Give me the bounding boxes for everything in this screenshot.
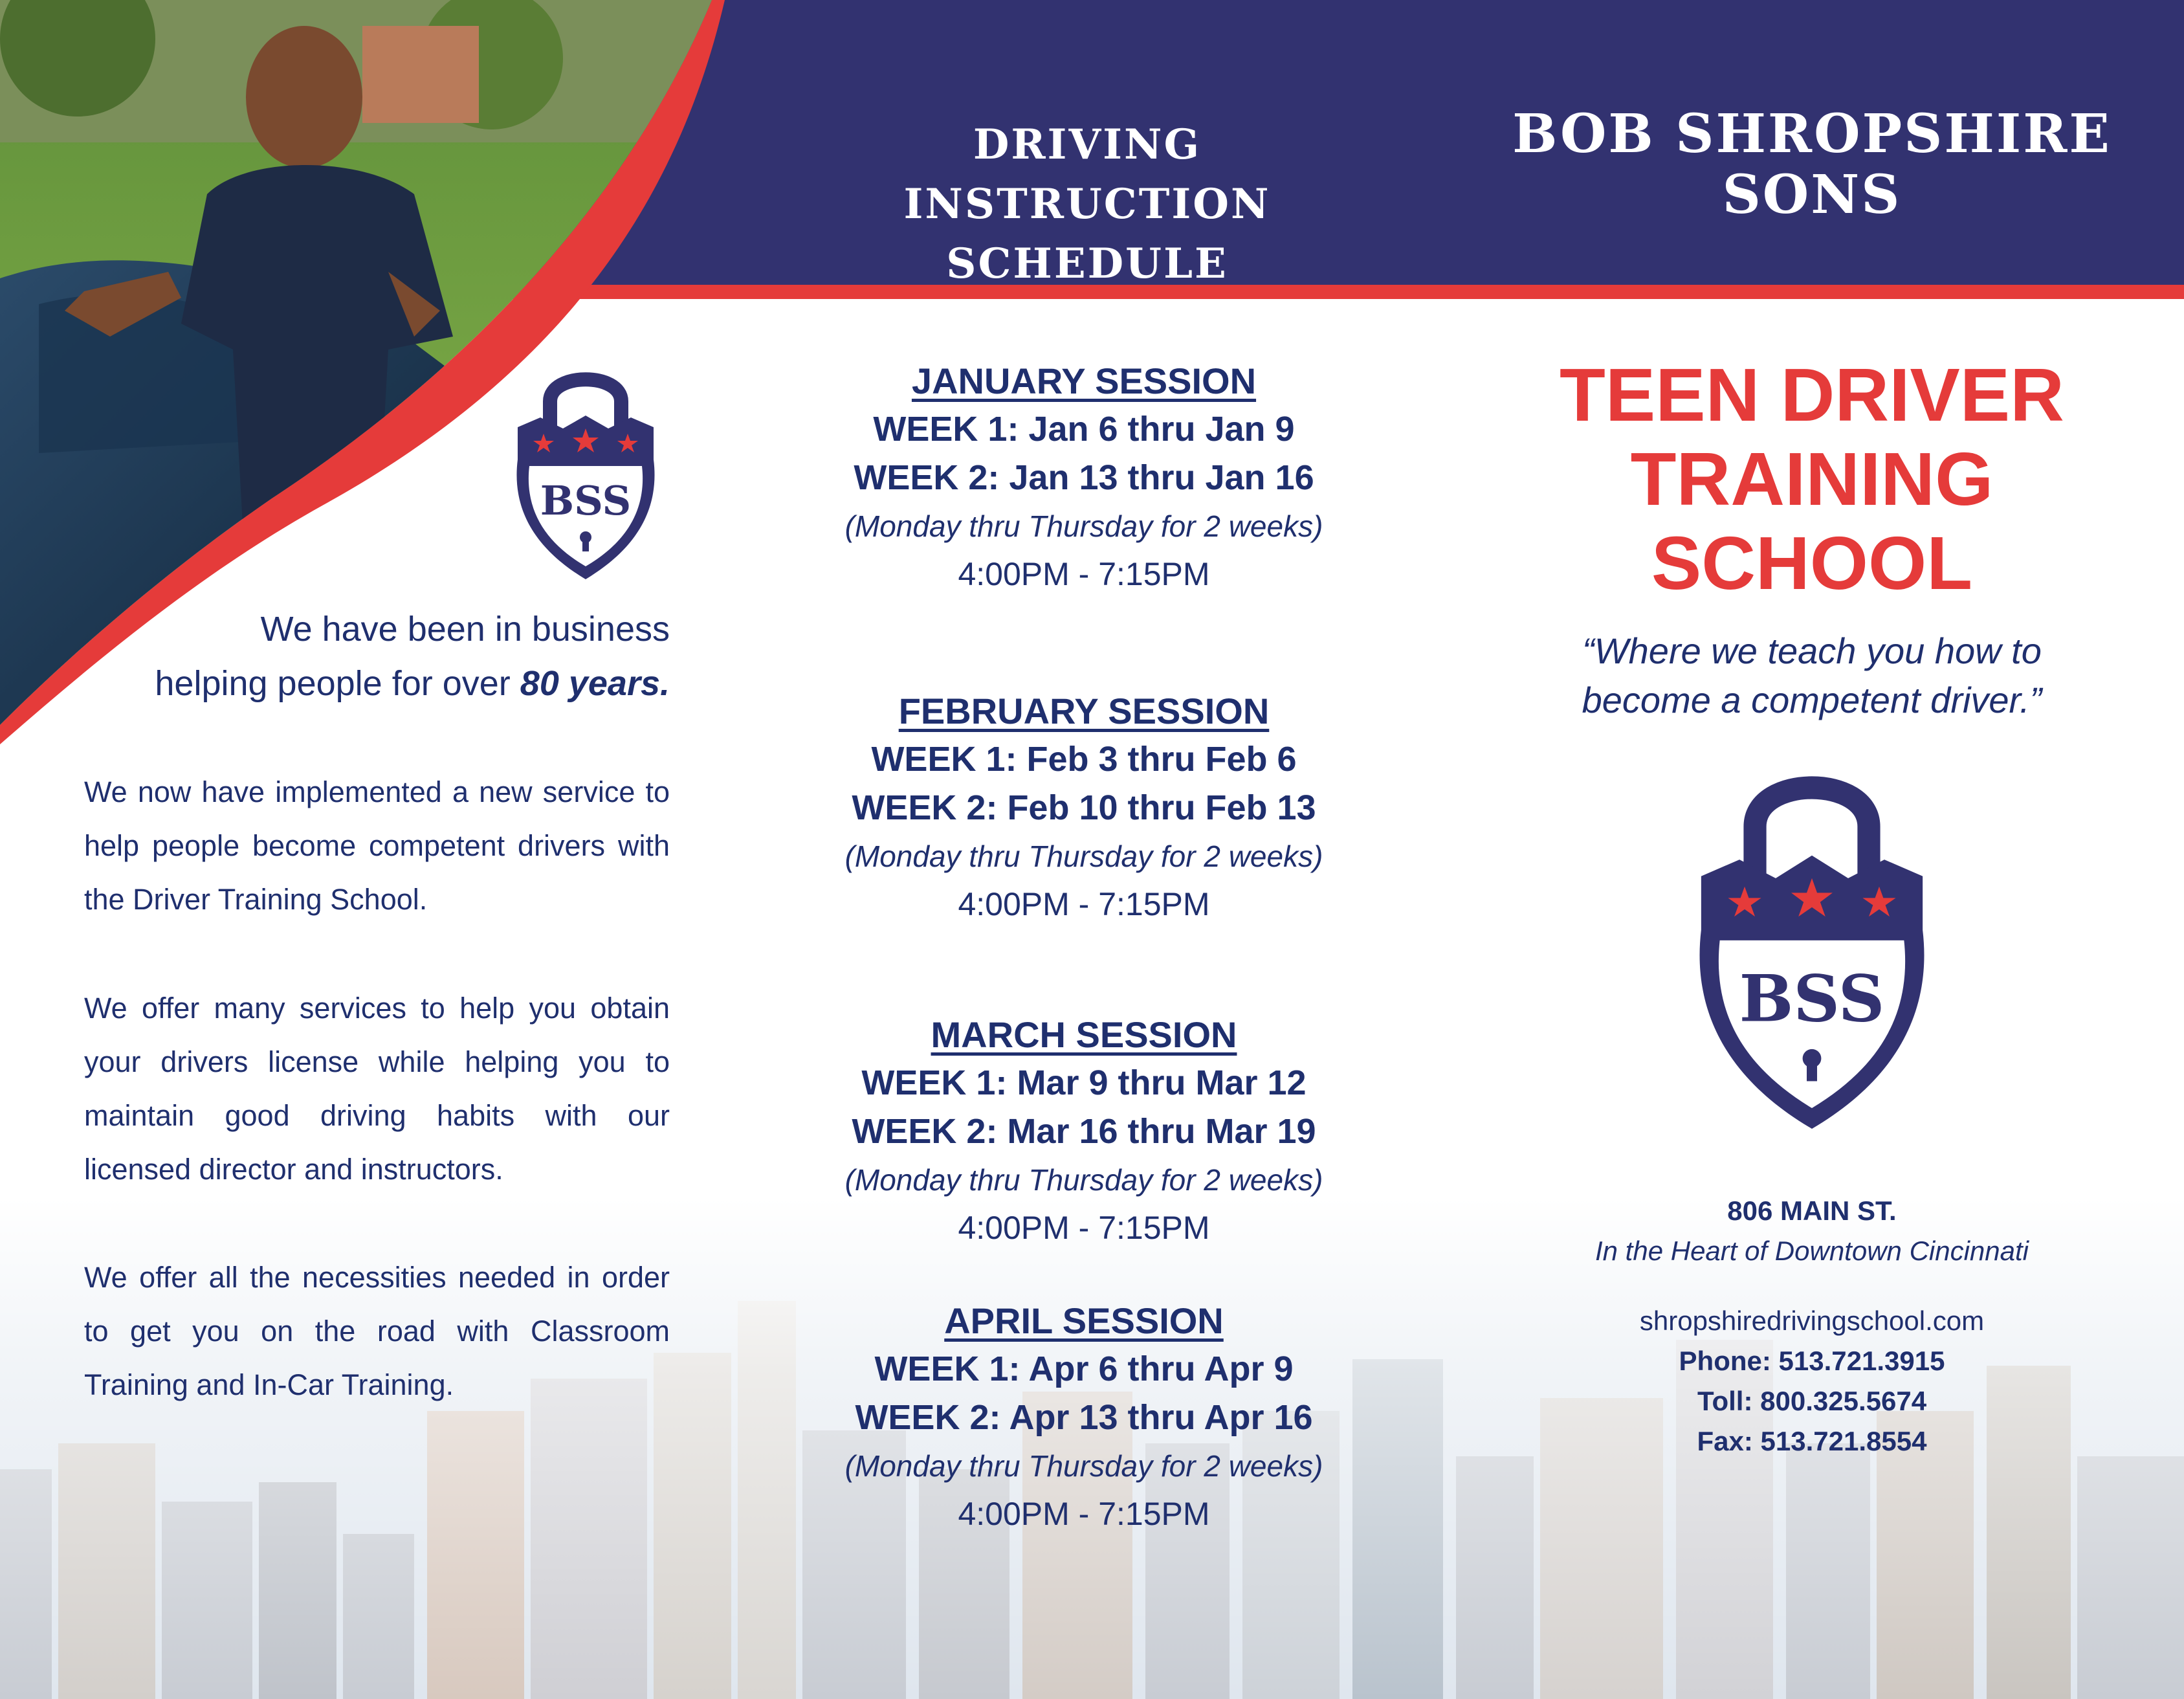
service-paragraph-1: We now have implemented a new service to help people become competent drivers with the Driver Training School.: [84, 775, 670, 916]
session-time: 4:00PM - 7:15PM: [958, 886, 1210, 922]
service-paragraph-2: We offer many services to help you obtain your drivers license while helping you to maintain good driving habits with our licensed director and instructors.: [84, 992, 670, 1186]
session-note: (Monday thru Thursday for 2 weeks): [844, 509, 1323, 543]
svg-text:BSS: BSS: [1739, 961, 1885, 1037]
school-title-line3: SCHOOL: [1651, 521, 1973, 605]
business-years: 80 years.: [520, 664, 670, 703]
contact-info: [1514, 1191, 2110, 1461]
school-title-line2: TRAINING: [1630, 437, 1994, 521]
phone-number: Phone: 513.721.3915: [1679, 1346, 1945, 1376]
schedule-heading-line2: SCHEDULE: [946, 239, 1228, 288]
schedule-heading: [789, 115, 1385, 294]
bss-padlock-logo-small: [505, 356, 667, 586]
tagline-line2: become a competent driver.”: [1582, 680, 2042, 720]
session-note: (Monday thru Thursday for 2 weeks): [844, 1163, 1323, 1197]
address: 806 MAIN ST.: [1727, 1195, 1897, 1226]
session-april: [802, 1297, 1365, 1538]
business-line2: [84, 656, 670, 711]
school-title: [1514, 353, 2110, 605]
tagline-line1: “Where we teach you how to: [1582, 630, 2042, 671]
session-time: 4:00PM - 7:15PM: [958, 1496, 1210, 1532]
session-week2: WEEK 2: Mar 16 thru Mar 19: [852, 1112, 1316, 1151]
tagline: [1514, 627, 2110, 725]
service-paragraph-3: We offer all the necessities needed in order to get you on the road with Classroom Training and In-Car Training.: [84, 1261, 670, 1401]
brand-heading-line2: SONS: [1722, 164, 1902, 226]
session-note: (Monday thru Thursday for 2 weeks): [844, 839, 1323, 873]
brand-heading-line1: BOB SHROPSHIRE: [1512, 103, 2112, 165]
website-link[interactable]: shropshiredrivingschool.com: [1639, 1305, 1985, 1336]
session-february: [802, 687, 1365, 928]
session-week2: WEEK 2: Apr 13 thru Apr 16: [855, 1398, 1313, 1437]
session-title: APRIL SESSION: [944, 1300, 1224, 1341]
schedule-heading-line1: DRIVING INSTRUCTION: [903, 120, 1271, 228]
session-week2: WEEK 2: Jan 13 thru Jan 16: [854, 458, 1314, 497]
school-title-line1: TEEN DRIVER: [1560, 353, 2064, 437]
session-week1: WEEK 1: Mar 9 thru Mar 12: [861, 1063, 1307, 1102]
session-week1: WEEK 1: Jan 6 thru Jan 9: [873, 410, 1295, 449]
session-title: FEBRUARY SESSION: [898, 691, 1270, 731]
toll-number: Toll: 800.325.5674: [1697, 1386, 1927, 1416]
business-statement: [84, 602, 670, 711]
session-title: JANUARY SESSION: [911, 361, 1257, 401]
session-week2: WEEK 2: Feb 10 thru Feb 13: [852, 788, 1316, 827]
session-time: 4:00PM - 7:15PM: [958, 1210, 1210, 1246]
session-week1: WEEK 1: Feb 3 thru Feb 6: [871, 740, 1297, 779]
business-line1: We have been in business: [260, 610, 670, 649]
session-time: 4:00PM - 7:15PM: [958, 556, 1210, 592]
brand-heading: [1508, 104, 2116, 225]
svg-text:BSS: BSS: [540, 477, 632, 524]
session-note: (Monday thru Thursday for 2 weeks): [844, 1449, 1323, 1483]
business-line2-prefix: helping people for over: [155, 664, 520, 703]
session-week1: WEEK 1: Apr 6 thru Apr 9: [874, 1349, 1294, 1388]
session-title: MARCH SESSION: [931, 1014, 1237, 1055]
location: In the Heart of Downtown Cincinnati: [1594, 1236, 2029, 1266]
session-march: [802, 1011, 1365, 1252]
fax-number: Fax: 513.721.8554: [1697, 1426, 1927, 1456]
bss-padlock-logo-large: [1682, 754, 1941, 1139]
session-january: [802, 357, 1365, 598]
